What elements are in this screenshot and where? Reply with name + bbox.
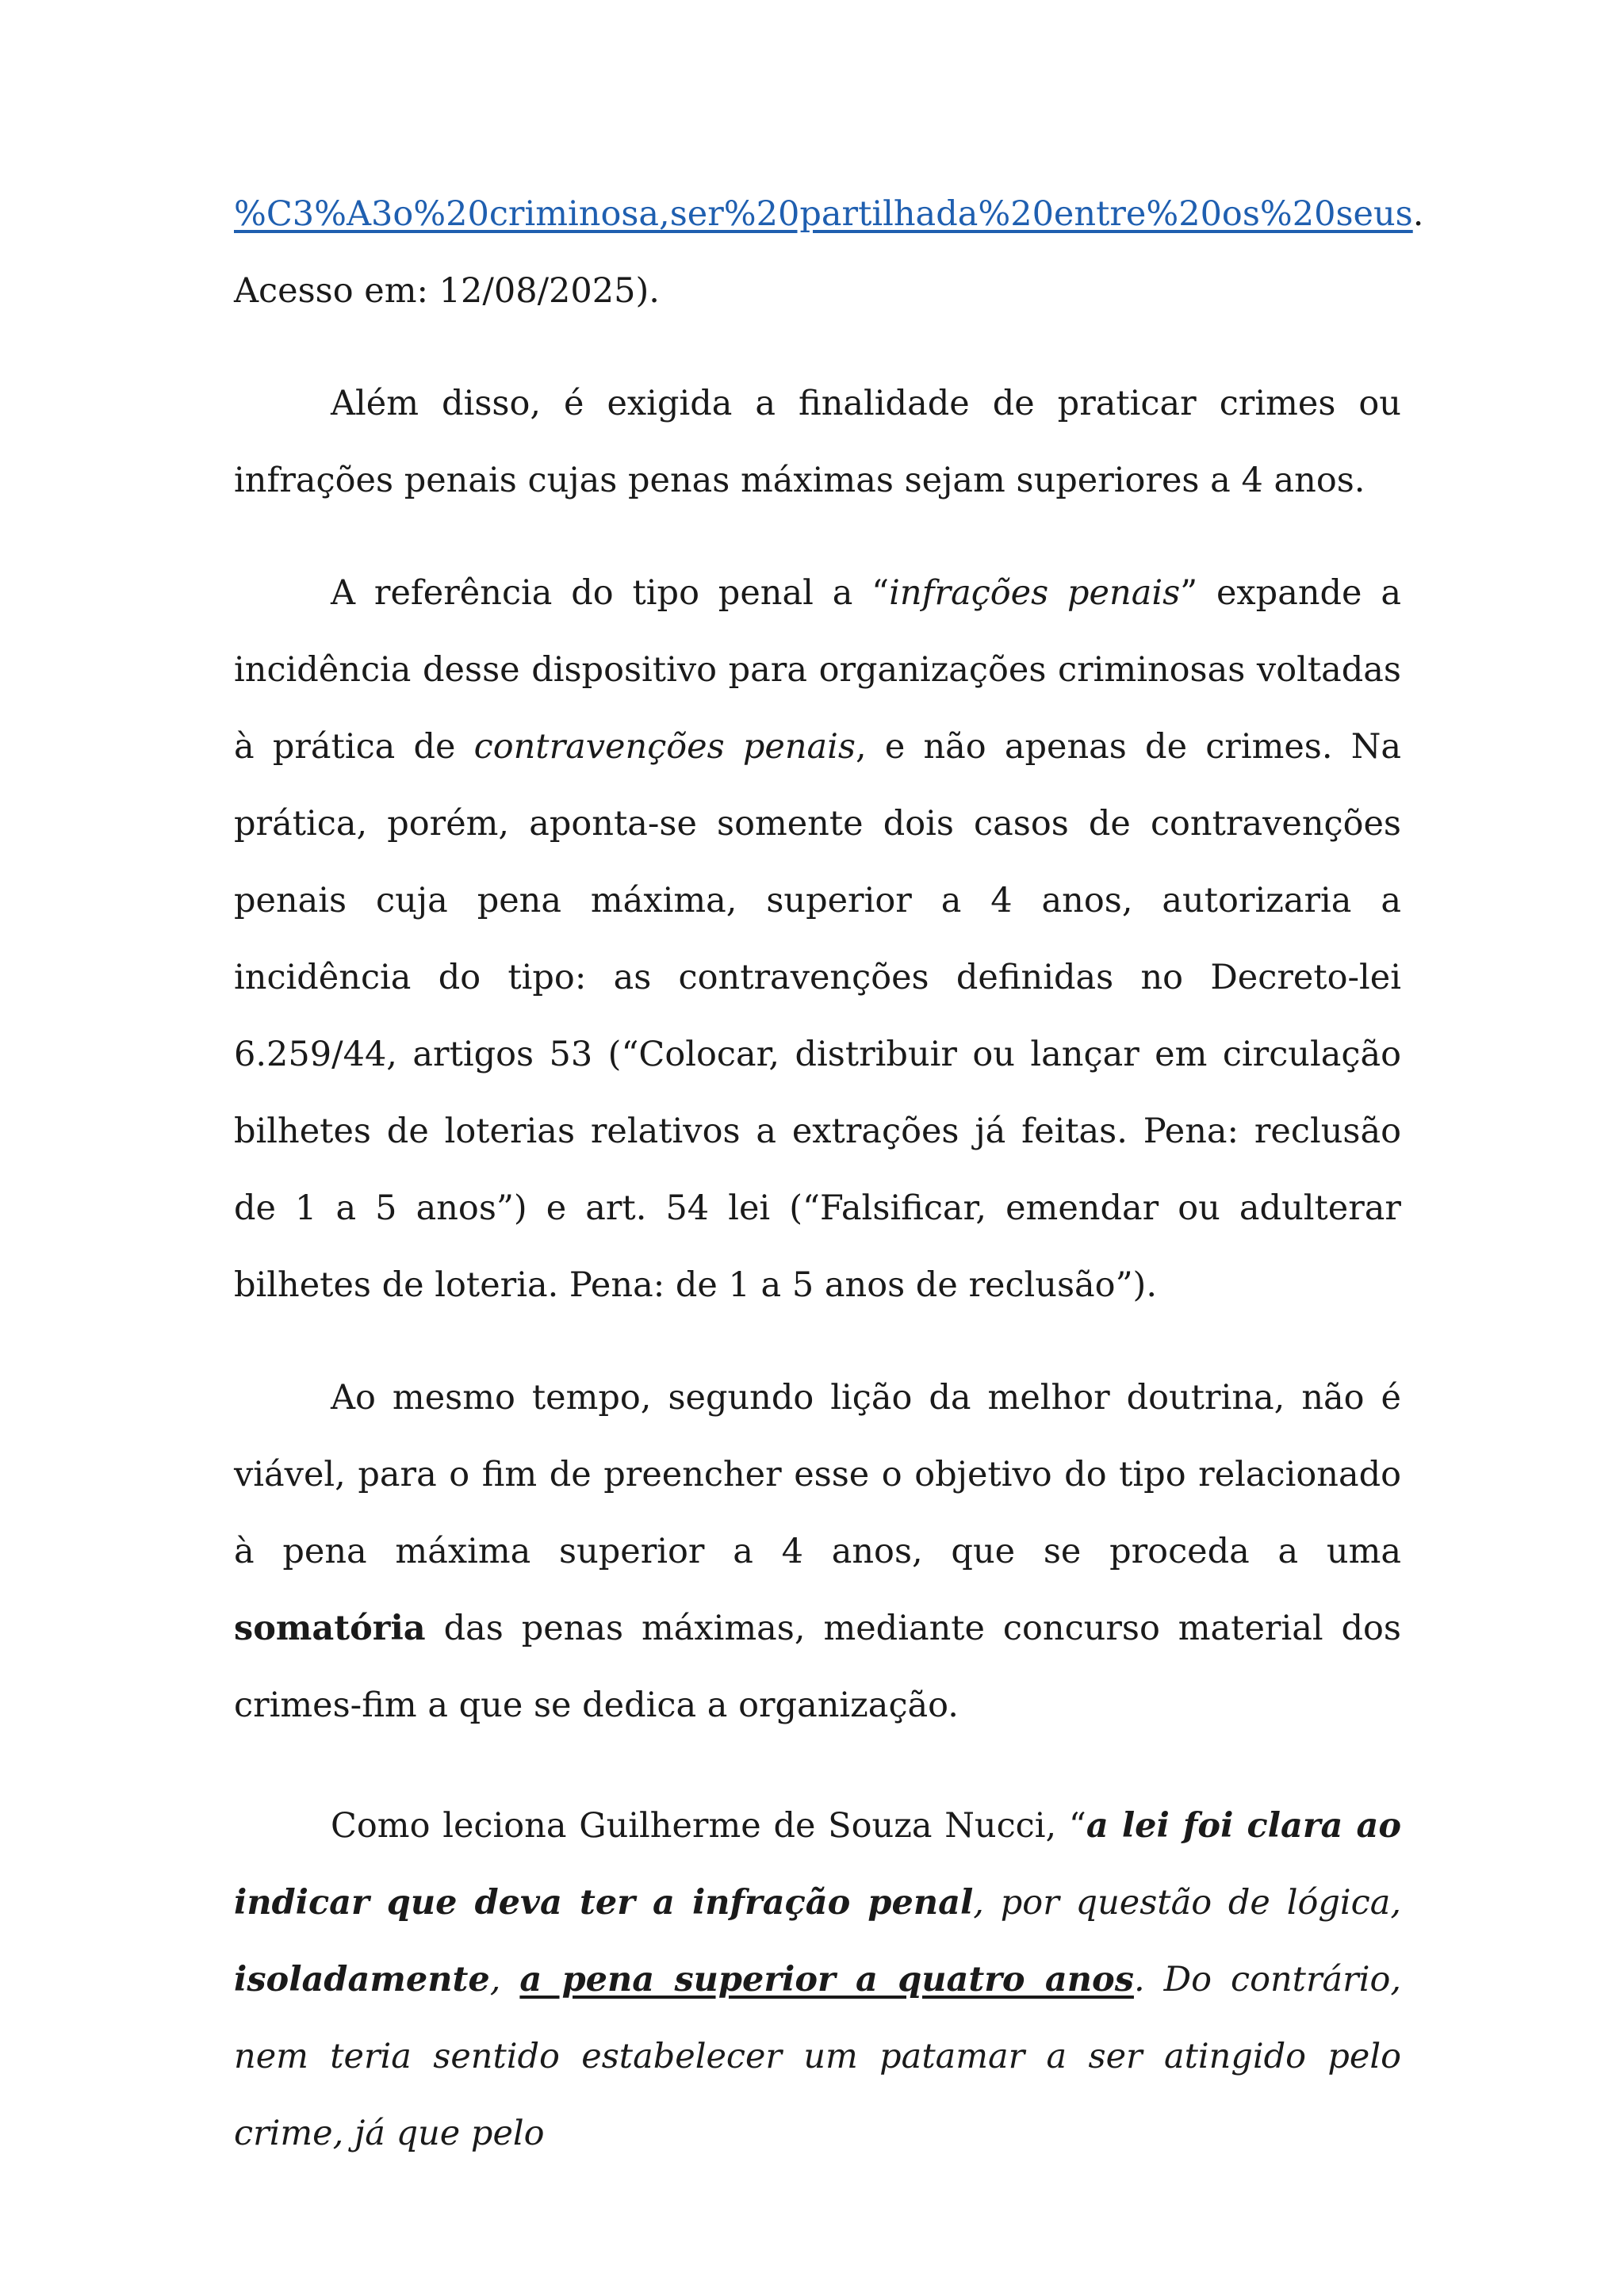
- paragraph-text: das penas máximas, mediante concurso material dos crimes-fim a que se dedica a organização.: [234, 1609, 1401, 1725]
- bold-term-somatoria: somatória: [234, 1609, 426, 1648]
- paragraph-infracoes-penais: [234, 555, 1401, 1324]
- paragraph-finalidade: [234, 365, 1401, 519]
- quote-italic-3: . Do contrário, nem teria sentido estabelecer um patamar a ser atingido pelo crime, já que pelo: [234, 1960, 1402, 2153]
- quote-bold-italic-isoladamente: isoladamente: [234, 1960, 490, 1999]
- paragraph-nucci-quote: [234, 1788, 1401, 2172]
- italic-term-infracoes: infrações penais: [889, 573, 1181, 613]
- paragraph-text: Além disso, é exigida a finalidade de praticar crimes ou infrações penais cujas penas máximas sejam superiores a 4 anos.: [234, 384, 1401, 500]
- document-page: [234, 176, 1424, 2172]
- quote-italic-1: , por questão de lógica,: [973, 1883, 1401, 1923]
- quote-bold-italic-1: a lei foi clara ao indicar que deva ter a infração penal: [234, 1806, 1401, 1923]
- paragraph-somatoria: [234, 1360, 1401, 1744]
- paragraph-text: Ao mesmo tempo, segundo lição da melhor doutrina, não é viável, para o fim de preencher esse o objetivo do tipo relacionado à pena máxima superior a 4 anos, que se proceda a uma: [234, 1378, 1401, 1571]
- access-date-note: Acesso em: 12/08/2025).: [234, 271, 660, 311]
- reference-citation: [234, 176, 1424, 330]
- paragraph-text: A referência do tipo penal a “: [331, 573, 890, 613]
- paragraph-text: Como leciona Guilherme de Souza Nucci, “: [331, 1806, 1086, 1846]
- quote-bold-underline: a pena superior a quatro anos: [519, 1960, 1134, 1999]
- quote-italic-2: ,: [489, 1960, 520, 1999]
- paragraph-text: ” expande a incidência desse dispositivo para organizações criminosas voltadas à prática de: [234, 573, 1401, 767]
- reference-punct: .: [1412, 194, 1424, 234]
- reference-link[interactable]: %C3%A3o%20criminosa,ser%20partilhada%20entre%20os%20seus: [234, 194, 1413, 234]
- paragraph-text: , e não apenas de crimes. Na prática, porém, aponta-se somente dois casos de contravenções penais cuja pena máxima, superior a 4 anos, autorizaria a incidência do tipo: as contravenções definidas no Decreto-lei 6.259/44, artigos 53 (“Colocar, distribuir ou lançar em circulação bilhetes de loterias relativos a extrações já feitas. Pena: reclusão de 1 a 5 anos”) e art. 54 lei (“Falsificar, emendar ou adulterar bilhetes de loteria. Pena: de 1 a 5 anos de reclusão”).: [234, 727, 1401, 1305]
- italic-term-contravencoes: contravenções penais: [473, 727, 856, 767]
